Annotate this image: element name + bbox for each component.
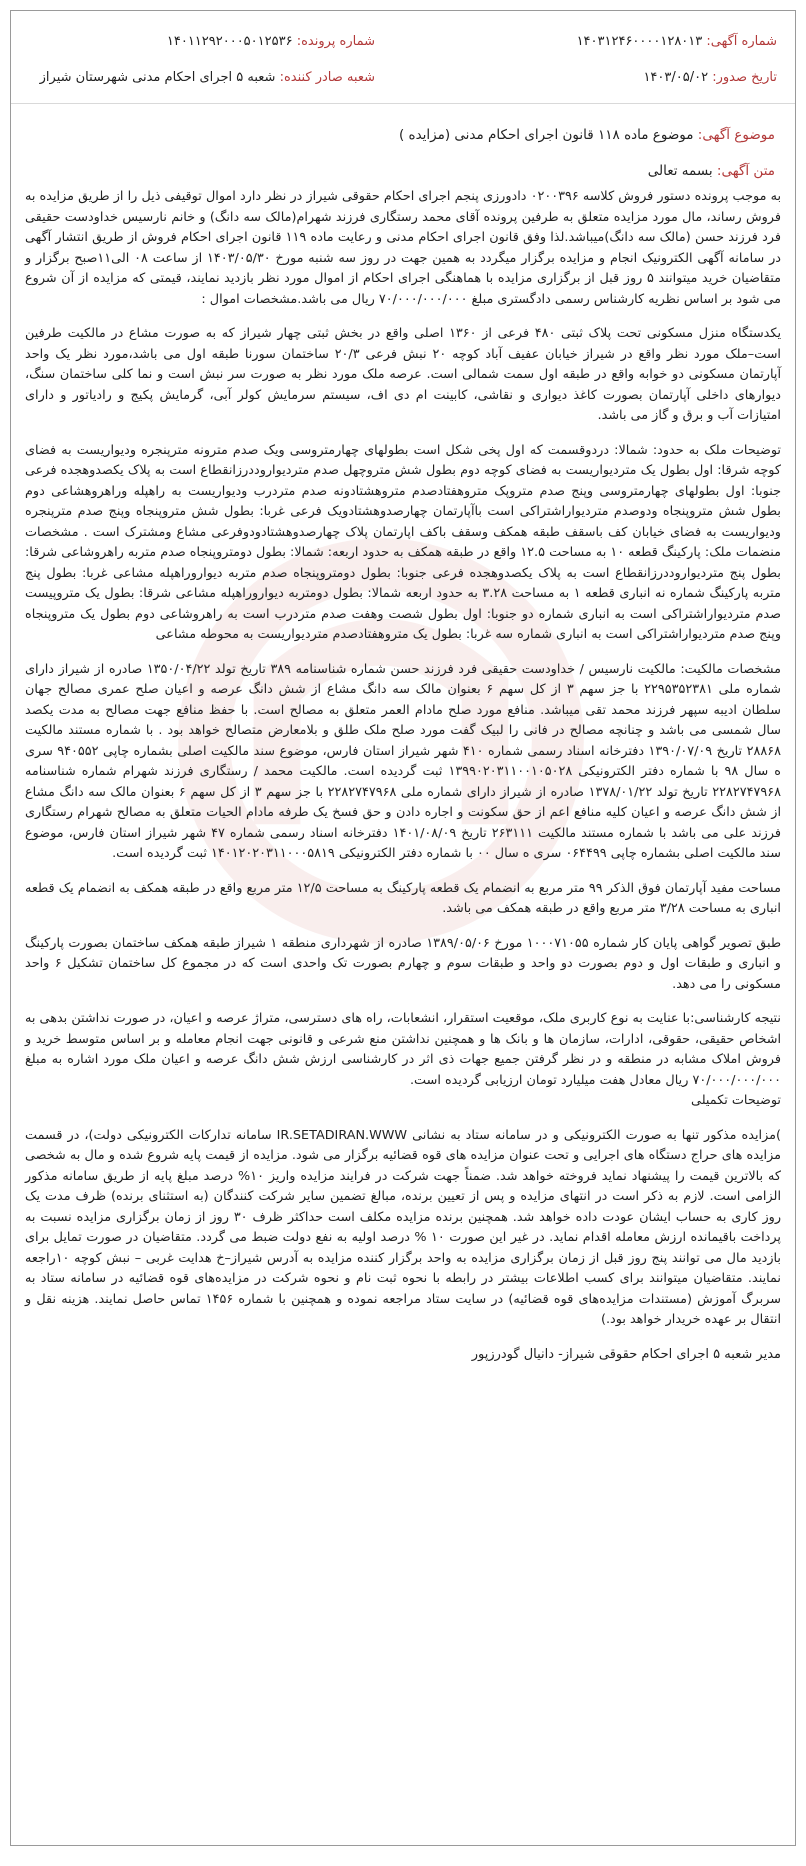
issuing-branch-label: شعبه صادر کننده: (279, 70, 375, 85)
body-label: متن آگهی: (716, 163, 775, 179)
announcement-body (25, 187, 781, 1379)
paragraph-appraisal: نتیجه کارشناسی:با عنایت به نوع کاربری ملک، موقعیت استقرار، انشعابات، راه های دسترسی، متراژ عرصه و اعیان، در صورت نداشتن بدهی به اشخاص حقیقی، حقوقی، ادارات، سازمان ها و بانک ها و همچنین نداشتن منع شرعی و قانونی جهت انجام معامله و بر اساس متوسط خرید و فروش املاک مشابه در منطقه و در نظر گرفتن جمیع جهات ذی اثر در کارشناسی ارزش شش دانگ عرصه و اعیان ملک مورد اشاره به مبلغ ۷۰/۰۰۰/۰۰۰/۰۰۰ ریال معادل هفت میلیارد تومان ارزیابی گردیده است. (25, 1011, 781, 1088)
issuing-branch-field (40, 69, 375, 87)
body-label-line (648, 163, 775, 179)
subject-text: موضوع ماده ۱۱۸ قانون اجرای احکام مدنی (مزایده ) (398, 127, 694, 143)
ad-number-field (577, 33, 777, 51)
paragraph-boundaries: توضیحات ملک به حدود: شمالا: دردوقسمت که اول پخی شکل است بطولهای چهارمتروسی ویک صدم مترونه مترپنجره ودیواریست به فضای کوچه شرقا: اول بطول یک متردیواریست به فضای کوچه دوم بطول شش متروچهل صدم متردیواروددرزانقطاع است به پلاک یکصدوهجده فرعی جنوبا: اول بطولهای چهارمتروسی وپنج صدم متروپک متروهفتادصدم متروهشتادونه صدم متردرب ودیواریست به راهپله وراهروهشاعی دوم بطول شش متروپنجاه ودوصدم متردیواراشتراکی است باآپارتمان چهارصدوهشتادویک فرعی غربا: بطول شش متروپنجاه وپنج صدم مترپنجره ودیواریست به فضای خیابان کف باسقف طبقه همکف وسقف باکف اپارتمان پلاک چهارصدوهشتادودوفرعی مشاع ومشترک است . مشخصات منضمات ملک: پارکینگ قطعه ۱۰ به مساحت ۱۲.۵ واقع در طبقه همکف به حدود اربعه: شمالا: بطول دومتروپنجاه صدم متربه راهروشاعی شرقا: بطول پنج متردیواروددرزانقطاع است به پلاک یکصدوهجده فرعی جنوبا: بطول دومتروپنجاه صدم متربه دیواروراهپله مشاعی غربا: بطول پنج متربه پارکینگ شماره نه انباری قطعه ۱ به مساحت ۳.۲۸ به حدود اربعه شمالا: بطول دومتربه دیواروراهپله مشاعی شرقا: بطول یک متروپیست صدم متردیواراشتراکی است به انباری شماره دو جنوبا: اول بطول شصت وهفت صدم متردرب است به راهروشاعی دوم بطول یک متروپنجاه وپنج صدم متردیواراشتراکی است به انباری شماره سه غربا: بطول یک متروهفتادصدم متردیواریست به محوطه مشاعی (25, 442, 781, 642)
case-number-label: شماره پرونده: (296, 34, 375, 49)
paragraph-intro: به موجب پرونده دستور فروش کلاسه ۰۲۰۰۳۹۶ دادورزی پنجم اجرای احکام حقوقی شیراز در نظر دارد اموال توقیفی ذیل را از طریق مزایده به فروش رساند، مال مورد مزایده متعلق به طرفین پرونده آقای محمد رستگاری فرزند شهرام(مالک سه دانگ) و خانم نارسیس خداودست حقیقی فرد فرزند حسن (مالک سه دانگ)میباشد.لذا وفق قانون اجرای احکام مدنی و رعایت ماده ۱۱۹ قانون اجرای احکام فروش از طریق انتشار آگهی در سامانه آگهی الکترونیک انجام و مزایده برگزار میگردد به همین جهت در روز سه شنبه مورخ ۱۴۰۳/۰۵/۳۰ از ساعت ۰۸ الی۱۱صبح برگزار و متقاضیان خرید میتوانند ۵ روز قبل از برگزاری مزایده با هماهنگی اجرای احکام از اموال مورد نظر بازدید نمایند، قیمتی که مزایده از آن شروع می شود بر اساس نظریه کارشناس رسمی دادگستری مبلغ ۷۰/۰۰۰/۰۰۰/۰۰۰ ریال می باشد.مشخصات اموال : (25, 189, 782, 307)
bismillah: بسمه تعالی (647, 163, 713, 179)
case-number-field (167, 33, 375, 51)
paragraph-certificate: طبق تصویر گواهی پایان کار شماره ۱۰۰۰۷۱۰۵۵ مورخ ۱۳۸۹/۰۵/۰۶ صادره از شهرداری منطقه ۱ شیراز طبقه همکف ساختمان بصورت پارکینگ و انباری و طبقات اول و دوم بصورت دو واحد و طبقات سوم و چهارم بصورت تک واحدی است که در مجموع کل ساختمان تشکیل ۶ واحد مسکونی را می دهد. (25, 935, 781, 992)
ad-number-value: ۱۴۰۳۱۲۴۶۰۰۰۰۱۲۸۰۱۳ (576, 34, 703, 49)
paragraph-auction-terms: )مزایده مذکور تنها به صورت الکترونیکی و در سامانه ستاد به نشانی IR.SETADIRAN.WWW سامانه تدارکات الکترونیکی دولت)، در قسمت مزایده های حراج دستگاه های اجرایی و تحت عنوان مزایده های قوه قضائیه برگزار می شود. مزایده از قیمت پایه شروع شده و مال به شخصی که بالاترین قیمت را پیشنهاد نماید فروخته خواهد شد. ضمناً جهت شرکت در فرایند مزایده واریز ۱۰% درصد مبلغ پایه از طریق سامانه مذکور الزامی است. لازم به ذکر است در انتهای مزایده و پس از تعیین برنده، مبالغ تضمین سایر شرکت کنندگان (به استثنای برنده) ظرف مدت یک روز کاری به حساب ایشان عودت داده خواهد شد. همچنین برنده مزایده مکلف است حداکثر ظرف ۳۰ روز از زمان برگزاری مزایده نسبت به پرداخت باقیمانده ارزش معامله اقدام نماید. در غیر این صورت ۱۰ % درصد اولیه به نفع دولت ضبط می گردد. متقاضیان در صورت تمایل برای بازدید مال می توانند پنج روز قبل از زمان برگزاری مزایده به واحد برگزار کننده مزایده به آدرس شیراز–خ هدایت غربی – نبش کوچه ۱۰راجعه نمایند. متقاضیان میتوانند برای کسب اطلاعات بیشتر در رابطه با نحوه ثبت نام و نحوه شرکت در مزایده‌های قوه قضائیه در سامانه ستاد به سربرگ آموزش (مستندات مزایده‌های قوه قضائیه) در سایت ستاد مراجعه نموده و همچنین با شماره ۱۴۵۶ تماس حاصل نمایند. هزینه نقل و انتقال بر عهده خریدار خواهد بود.) (25, 1127, 781, 1327)
paragraph-property: یکدستگاه منزل مسکونی تحت پلاک ثبتی ۴۸۰ فرعی از ۱۳۶۰ اصلی واقع در بخش ثبتی چهار شیراز که به صورت مشاع در مالکیت طرفین است–ملک مورد نظر واقع در شیراز خیابان عفیف آباد کوچه ۲۰ نبش فرعی ۲۰/۳ ساختمان سورنا طبقه اول می باشد،مورد نظر یک واحد آپارتمان مسکونی دو خوابه واقع در طبقه اول سمت شمالی است. عرصه ملک مورد نظر به صورت سر نبش است و نما کلی ساختمان سنگ، دیوارهای داخلی آپارتمان بصورت کاغذ دیواری و نقاشی، کابینت ام دی اف، سیستم سرمایش کولر آبی، گرمایش پکیج و رادیاتور و دارای امتیازات آب و برق و گاز می باشد. (25, 326, 782, 423)
issue-date-value: ۱۴۰۳/۰۵/۰۲ (643, 70, 709, 85)
supplementary-heading: توضیحات تکمیلی (691, 1093, 781, 1108)
case-number-value: ۱۴۰۱۱۲۹۲۰۰۰۵۰۱۲۵۳۶ (166, 34, 293, 49)
subject-label: موضوع آگهی: (697, 127, 775, 143)
paragraph-ownership: مشخصات مالکیت: مالکیت نارسیس / خداودست حقیقی فرد فرزند حسن شماره شناسنامه ۳۸۹ تاریخ تولد ۱۳۵۰/۰۴/۲۲ صادره از شیراز دارای شماره ملی ۲۲۹۵۳۵۲۳۸۱ با جز سهم ۳ از کل سهم ۶ بعنوان مالک سه دانگ مشاع از شش دانگ عرصه و اعیان صلح عمری مصالح جهان سلطان ادیبه سپهر فرزند محمد تقی میباشد. منافع مورد صلح مادام العمر متعلق به مصالح است. با حفظ منافع جهت مصالح به مدت یکصد سال شمسی می باشد و چنانچه مصالح در فانی را لبیک گفت مورد صلح ملک طلق و بلامعارض متصالح خواهد بود . با شماره مستند مالکیت ۲۸۸۶۸ تاریخ ۱۳۹۰/۰۷/۰۹ دفترخانه اسناد رسمی شماره ۴۱۰ شهر شیراز استان فارس، موضوع سند مالکیت اصلی بشماره چاپی ۹۴۰۵۵۲ سری ه سال ۹۸ با شماره دفتر الکترونیکی ۱۳۹۹۰۲۰۳۱۱۰۰۱۰۵۰۲۸ ثبت گردیده است. مالکیت محمد / رستگاری فرزند شهرام شماره شناسنامه ۲۲۸۲۷۴۷۹۶۸ تاریخ تولد ۱۳۷۸/۰۱/۲۲ صادره از شیراز دارای شماره ملی ۲۲۸۲۷۴۷۹۶۸ با جز سهم ۳ از کل سهم ۶ بعنوان مالک سه دانگ مشاع از شش دانگ عرصه و اعیان کلیه منافع اعم از حق سکونت و اجاره دادن و حق فسخ یک طرفه مادام الحیات متعلق به مصالح شهرام رستگاری فرزند علی می باشد با شماره مستند مالکیت ۲۶۳۱۱۱ تاریخ ۱۴۰۱/۰۸/۰۹ دفترخانه اسناد رسمی شماره ۴۷ شهر شیراز استان فارس، موضوع سند مالکیت اصلی بشماره چاپی ۰۶۴۴۹۹ سری ه سال ۰۰ با شماره دفتر الکترونیکی ۱۴۰۱۲۰۲۰۳۱۱۰۰۰۵۸۱۹ ثبت گردیده است. (25, 661, 782, 861)
issue-date-field (643, 69, 777, 87)
subject-line (399, 127, 775, 143)
header-divider (11, 103, 795, 104)
paragraph-area: مساحت مفید آپارتمان فوق الذکر ۹۹ متر مربع به انضمام یک قطعه پارکینگ به مساحت ۱۲/۵ متر مربع واقع در طبقه همکف به انضمام یک قطعه انباری به مساحت ۳/۲۸ متر مربع واقع در طبقه همکف می باشد. (25, 880, 781, 916)
signature: مدیر شعبه ۵ اجرای احکام حقوقی شیراز- دانیال گودرزپور (471, 1346, 781, 1362)
announcement-page (10, 10, 796, 1846)
issue-date-label: تاریخ صدور: (712, 70, 777, 85)
ad-number-label: شماره آگهی: (706, 34, 777, 49)
issuing-branch-value: شعبه ۵ اجرای احکام مدنی شهرستان شیراز (39, 70, 276, 85)
